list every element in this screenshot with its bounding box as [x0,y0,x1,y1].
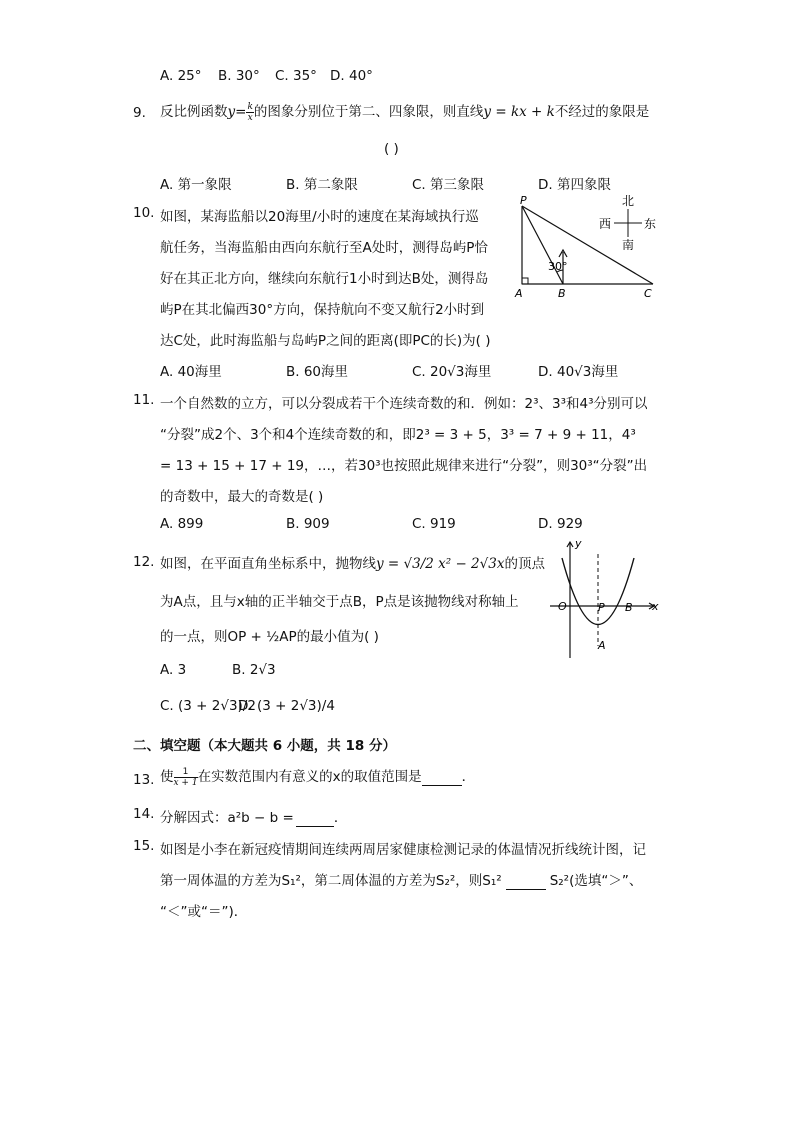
q15-number: 15. [133,838,155,854]
q9-text-mid: 的图象分别位于第二、四象限，则直线 [253,104,484,120]
q10-line-4: 屿P在其北偏西30°方向，保持航向不变又航行2小时到 [160,302,485,318]
q10-compass-north: 北 [622,194,635,208]
q13-text-pre: 使 [160,769,174,785]
q9-line-expr: y = kx + k [483,104,555,120]
q11-line-3: = 13 + 15 + 17 + 19，…，若30³也按照此规律来进行“分裂”，则30³“分裂”出 [160,458,648,474]
q9-text-pre: 反比例函数 [160,104,228,120]
q12-label-x: x [652,600,659,613]
q10-figure [508,192,678,304]
q11-line-2: “分裂”成2个、3个和4个连续奇数的和，即2³ = 3 + 5，3³ = 7 + 9 + 11，4³ [160,427,636,443]
q10-line-3: 好在其正北方向，继续向东航行1小时到达B处，测得岛 [160,271,489,287]
q10-option-c: C. 20√3海里 [412,364,492,380]
q14-text-end: ． [333,810,348,826]
q10-option-d: D. 40√3海里 [538,364,619,380]
q12-label-o: O [558,600,567,613]
q12-label-p: P [598,601,605,614]
q10-label-p: P [520,194,527,207]
q12-formula: y = √3/2 x² − 2√3x [376,556,505,572]
q10-label-c: C [644,287,652,300]
q12-line-3: 的一点，则OP + ½AP的最小值为( ) [160,629,379,645]
q15-line-2 [160,869,642,890]
q13-text-end: ． [461,769,476,785]
q12-line-1-post: 的顶点 [504,556,545,572]
q12-figure [548,536,668,660]
q12-label-a: A [598,639,606,652]
q10-label-a: A [515,287,523,300]
q9-option-c: C. 第三象限 [412,177,485,193]
q9-number: 9. [133,105,146,121]
q9-frac-den: x [247,112,253,123]
q13-frac-den: x + 1 [173,777,198,788]
q15-answer-blank[interactable] [506,873,546,890]
q15-line-1: 如图是小李在新冠疫情期间连续两周居家健康检测记录的体温情况折线统计图，记 [160,842,646,858]
q12-number: 12. [133,554,155,570]
q13-answer-blank[interactable] [422,769,462,786]
q14-stem [160,806,347,827]
q12-line-1-pre: 如图，在平面直角坐标系中，抛物线 [160,556,376,572]
q12-option-d: D. (3 + 2√3)/4 [238,698,335,714]
q11-line-4: 的奇数中，最大的奇数是( ) [160,489,324,505]
q10-option-a: A. 40海里 [160,364,222,380]
q10-label-angle: 30° [548,260,568,273]
q12-line-1 [160,552,545,572]
q13-text-post: 在实数范围内有意义的x的取值范围是 [197,769,422,785]
q9-stem [160,100,649,123]
q8-option-c: C. 35° [275,68,317,84]
q9-frac-num: k [247,101,253,112]
q12-option-a: A. 3 [160,662,187,678]
q9-func-y: y [227,104,236,120]
section-2-title: 二、填空题（本大题共 6 小题，共 18 分） [133,738,396,754]
q14-text: 分解因式：a²b − b = [160,810,294,826]
q9-text-post: 不经过的象限是 [554,104,650,120]
q15-line-3: “＜”或“＝”)． [160,904,248,920]
q10-option-b: B. 60海里 [286,364,349,380]
q12-label-y: y [575,537,582,550]
q9-option-a: A. 第一象限 [160,177,232,193]
q10-line-5: 达C处，此时海监船与岛屿P之间的距离(即PC的长)为( ) [160,333,491,349]
q11-option-a: A. 899 [160,516,204,532]
q9-answer-paren: ( ) [384,141,399,157]
q12-line-2: 为A点，且与x轴的正半轴交于点B，P点是该抛物线对称轴上 [160,594,519,610]
q13-number: 13. [133,772,155,788]
q10-compass-south: 南 [622,238,635,252]
q14-number: 14. [133,806,155,822]
q10-number: 10. [133,205,155,221]
q10-line-2: 航任务，当海监船由西向东航行至A处时，测得岛屿P恰 [160,240,488,256]
q11-option-c: C. 919 [412,516,456,532]
q8-option-b: B. 30° [218,68,260,84]
q10-right-angle-mark [522,278,528,284]
q9-fraction [246,102,253,123]
q10-compass-east: 东 [644,217,657,231]
q12-option-c: C. (3 + 2√3)/2 [160,698,256,714]
q9-option-d: D. 第四象限 [538,177,611,193]
q10-label-b: B [558,287,566,300]
q12-label-b: B [625,601,633,614]
q15-line-2-pre: 第一周体温的方差为S₁²，第二周体温的方差为S₂²，则S₁² [160,873,502,889]
q11-number: 11. [133,392,155,408]
q11-option-d: D. 929 [538,516,583,532]
q13-fraction [174,767,198,788]
q14-answer-blank[interactable] [296,810,334,827]
q8-option-d: D. 40° [330,68,373,84]
q13-frac-num: 1 [174,767,198,778]
q8-option-a: A. 25° [160,68,202,84]
q10-compass-west: 西 [599,217,612,231]
q9-option-b: B. 第二象限 [286,177,358,193]
q15-line-2-post: S₂²(选填“＞”、 [549,873,643,889]
q9-func-eq: = [235,104,247,120]
q10-line-1: 如图，某海监船以20海里/小时的速度在某海域执行巡 [160,209,479,225]
q11-line-1: 一个自然数的立方，可以分裂成若干个连续奇数的和．例如：2³、3³和4³分别可以 [160,396,648,412]
q11-option-b: B. 909 [286,516,330,532]
q12-option-b: B. 2√3 [232,662,276,678]
q13-stem [160,765,475,788]
